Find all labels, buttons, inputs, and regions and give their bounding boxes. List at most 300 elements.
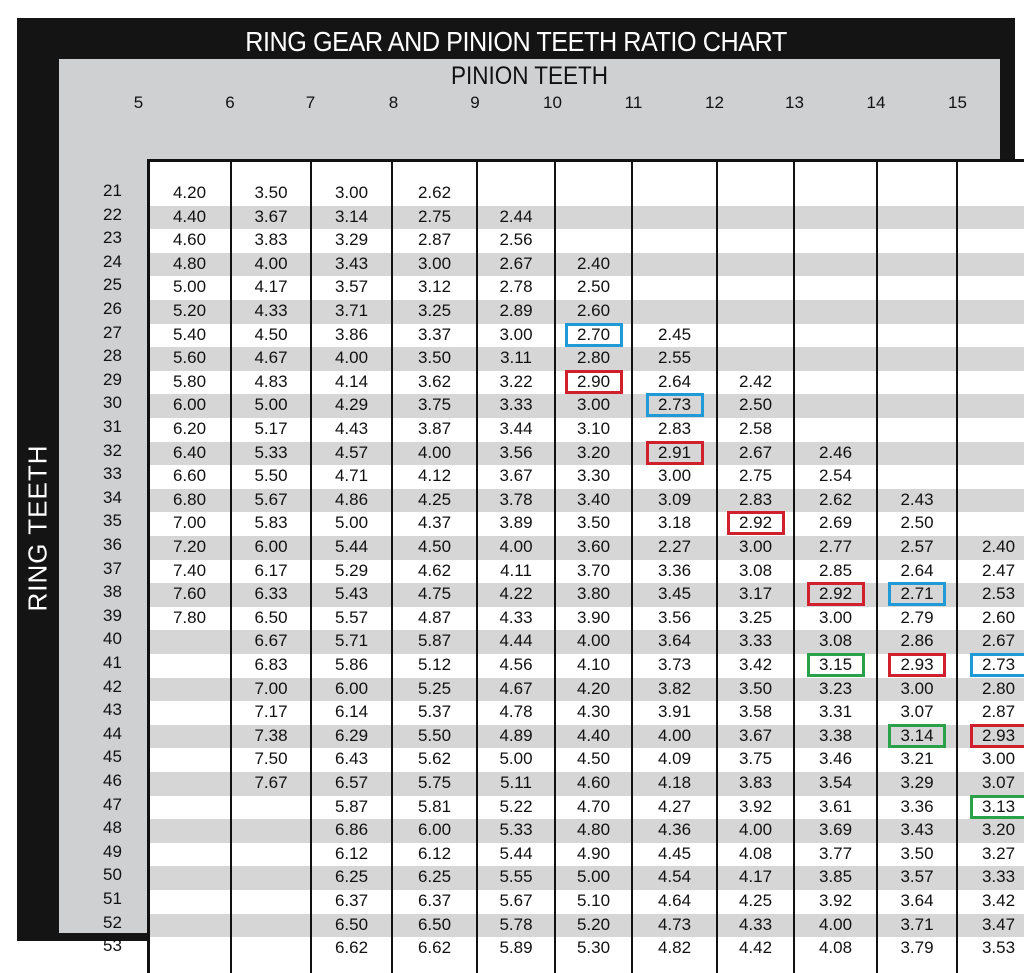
row-header: 31 [103, 415, 122, 439]
row-header: 37 [103, 557, 122, 581]
ratio-cell: 6.00 [392, 819, 477, 841]
ratio-cell: 2.67 [717, 442, 794, 464]
ratio-cell: 5.17 [231, 418, 311, 440]
row-header: 26 [103, 297, 122, 321]
ratio-cell: 4.45 [632, 843, 717, 865]
ratio-cell: 5.87 [392, 630, 477, 652]
row-header: 51 [103, 887, 122, 911]
ratio-cell: 4.90 [555, 843, 632, 865]
highlighted-ratio-cell: 2.91 [646, 441, 704, 465]
ratio-cell: 5.60 [148, 347, 231, 369]
ratio-cell: 3.00 [794, 607, 877, 629]
ratio-cell: 6.50 [311, 914, 392, 936]
ratio-cell: 5.57 [311, 607, 392, 629]
ratio-cell: 5.50 [231, 465, 311, 487]
ratio-cell: 2.62 [392, 182, 477, 204]
ratio-cell: 3.25 [717, 607, 794, 629]
column-header: 6 [190, 92, 270, 114]
ratio-cell: 6.37 [311, 890, 392, 912]
ratio-cell: 4.80 [148, 253, 231, 275]
ratio-cell: 4.40 [148, 206, 231, 228]
ratio-cell: 4.67 [231, 347, 311, 369]
ratio-cell: 4.00 [311, 347, 392, 369]
ratio-cell: 3.89 [477, 512, 555, 534]
ratio-cell: 4.83 [231, 371, 311, 393]
ratio-cell: 2.67 [477, 253, 555, 275]
ratio-cell: 2.87 [392, 229, 477, 251]
ratio-cell: 3.12 [392, 276, 477, 298]
ratio-cell: 4.20 [148, 182, 231, 204]
row-header: 28 [103, 344, 122, 368]
column-header: 13 [753, 92, 836, 114]
row-header: 45 [103, 745, 122, 769]
row-header: 34 [103, 486, 122, 510]
ratio-cell: 4.78 [477, 701, 555, 723]
ratio-cell: 6.12 [311, 843, 392, 865]
column-header: 8 [351, 92, 436, 114]
ratio-cell: 3.07 [957, 772, 1024, 794]
ratio-cell: 4.33 [231, 300, 311, 322]
ratio-cell: 5.87 [311, 796, 392, 818]
ratio-cell: 2.64 [632, 371, 717, 393]
ratio-cell: 6.33 [231, 583, 311, 605]
highlighted-ratio-cell: 3.14 [888, 724, 946, 748]
ratio-cell: 3.36 [632, 560, 717, 582]
ratio-cell: 7.20 [148, 536, 231, 558]
ratio-cell: 5.71 [311, 630, 392, 652]
ratio-cell: 6.25 [392, 866, 477, 888]
ratio-cell: 3.14 [311, 206, 392, 228]
ratio-cell: 5.40 [148, 324, 231, 346]
row-header: 40 [103, 627, 122, 651]
ratio-cell: 7.60 [148, 583, 231, 605]
ratio-cell: 3.23 [794, 678, 877, 700]
ratio-cell: 3.09 [632, 489, 717, 511]
ratio-cell: 3.62 [392, 371, 477, 393]
ratio-cell: 5.78 [477, 914, 555, 936]
ratio-cell: 3.07 [877, 701, 957, 723]
ratio-cell: 3.90 [555, 607, 632, 629]
ratio-cell: 7.67 [231, 772, 311, 794]
ratio-cell: 5.29 [311, 560, 392, 582]
ratio-cell: 3.33 [717, 630, 794, 652]
ratio-cell: 4.25 [392, 489, 477, 511]
ratio-cell: 4.33 [717, 914, 794, 936]
ratio-cell: 3.27 [957, 843, 1024, 865]
ratio-cell: 5.12 [392, 654, 477, 676]
ratio-cell: 3.57 [311, 276, 392, 298]
ratio-cell: 4.10 [555, 654, 632, 676]
ratio-cell: 3.60 [555, 536, 632, 558]
ratio-cell: 4.22 [477, 583, 555, 605]
ratio-cell: 4.18 [632, 772, 717, 794]
ratio-cell: 4.40 [555, 725, 632, 747]
ratio-cell: 2.40 [957, 536, 1024, 558]
ratio-cell: 3.42 [957, 890, 1024, 912]
ratio-cell: 7.17 [231, 701, 311, 723]
ratio-cell: 3.70 [555, 560, 632, 582]
ratio-cell: 3.17 [717, 583, 794, 605]
ratio-cell: 3.56 [477, 442, 555, 464]
ratio-cell: 4.75 [392, 583, 477, 605]
ratio-cell: 2.42 [717, 371, 794, 393]
ratio-cell: 6.86 [311, 819, 392, 841]
row-header: 39 [103, 604, 122, 628]
ratio-cell: 5.20 [148, 300, 231, 322]
ratio-cell: 3.69 [794, 819, 877, 841]
ratio-cell: 4.43 [311, 418, 392, 440]
ratio-cell: 3.53 [957, 937, 1024, 959]
ratio-cell: 4.14 [311, 371, 392, 393]
ratio-cell: 2.46 [794, 442, 877, 464]
ratio-cell: 5.10 [555, 890, 632, 912]
ratio-cell: 3.00 [717, 536, 794, 558]
ratio-cell: 3.10 [555, 418, 632, 440]
ratio-cell: 7.00 [148, 512, 231, 534]
row-header: 24 [103, 250, 122, 274]
ratio-cell: 3.71 [877, 914, 957, 936]
row-header: 48 [103, 816, 122, 840]
ratio-cell: 2.80 [555, 347, 632, 369]
ratio-cell: 2.56 [477, 229, 555, 251]
chart-panel [59, 59, 1000, 933]
ratio-cell: 4.25 [717, 890, 794, 912]
ratio-cell: 2.50 [717, 394, 794, 416]
ratio-cell: 4.00 [717, 819, 794, 841]
ratio-cell: 3.36 [877, 796, 957, 818]
ratio-cell: 4.89 [477, 725, 555, 747]
ratio-cell: 5.44 [477, 843, 555, 865]
highlighted-ratio-cell: 3.13 [970, 795, 1024, 819]
ratio-cell: 4.50 [231, 324, 311, 346]
ratio-cell: 4.62 [392, 560, 477, 582]
ratio-cell: 5.67 [231, 489, 311, 511]
ratio-cell: 2.44 [477, 206, 555, 228]
ratio-cell: 4.71 [311, 465, 392, 487]
ratio-cell: 6.17 [231, 560, 311, 582]
ratio-cell: 5.30 [555, 937, 632, 959]
ratio-cell: 2.53 [957, 583, 1024, 605]
ratio-cell: 4.87 [392, 607, 477, 629]
ratio-cell: 6.00 [311, 678, 392, 700]
ratio-cell: 2.80 [957, 678, 1024, 700]
ratio-cell: 4.30 [555, 701, 632, 723]
ratio-cell: 5.75 [392, 772, 477, 794]
column-header: 12 [676, 92, 753, 114]
highlighted-ratio-cell: 2.73 [646, 393, 704, 417]
ratio-cell: 3.54 [794, 772, 877, 794]
ratio-cell: 3.86 [311, 324, 392, 346]
ratio-cell: 4.36 [632, 819, 717, 841]
ratio-cell: 4.44 [477, 630, 555, 652]
ratio-cell: 3.43 [877, 819, 957, 841]
ratio-cell: 3.45 [632, 583, 717, 605]
ratio-cell: 3.75 [392, 394, 477, 416]
row-header: 38 [103, 580, 122, 604]
ratio-cell: 2.69 [794, 512, 877, 534]
ratio-cell: 5.83 [231, 512, 311, 534]
ratio-cell: 3.00 [877, 678, 957, 700]
ratio-cell: 3.00 [632, 465, 717, 487]
ratio-cell: 6.83 [231, 654, 311, 676]
ratio-cell: 3.20 [555, 442, 632, 464]
ratio-cell: 4.56 [477, 654, 555, 676]
ratio-cell: 4.37 [392, 512, 477, 534]
ratio-cell: 3.58 [717, 701, 794, 723]
ratio-cell: 3.00 [555, 394, 632, 416]
ratio-cell: 3.80 [555, 583, 632, 605]
ratio-cell: 5.86 [311, 654, 392, 676]
ratio-cell: 7.00 [231, 678, 311, 700]
ratio-cell: 3.78 [477, 489, 555, 511]
ratio-cell: 3.79 [877, 937, 957, 959]
ratio-cell: 2.62 [794, 489, 877, 511]
ratio-cell: 3.33 [477, 394, 555, 416]
column-header: 5 [97, 92, 180, 114]
chart-title: RING GEAR AND PINION TEETH RATIO CHART [67, 26, 965, 58]
ratio-cell: 6.62 [392, 937, 477, 959]
ratio-cell: 5.67 [477, 890, 555, 912]
ratio-cell: 3.67 [231, 206, 311, 228]
ratio-cell: 6.62 [311, 937, 392, 959]
ratio-cell: 3.64 [877, 890, 957, 912]
ratio-cell: 3.57 [877, 866, 957, 888]
ratio-cell: 2.78 [477, 276, 555, 298]
ratio-cell: 6.29 [311, 725, 392, 747]
row-header: 32 [103, 439, 122, 463]
row-header: 36 [103, 533, 122, 557]
row-header: 50 [103, 863, 122, 887]
row-header: 52 [103, 911, 122, 935]
ratio-cell: 3.46 [794, 748, 877, 770]
ratio-cell: 4.60 [555, 772, 632, 794]
ratio-cell: 4.67 [477, 678, 555, 700]
ratio-cell: 2.60 [555, 300, 632, 322]
ratio-cell: 3.47 [957, 914, 1024, 936]
ratio-cell: 2.47 [957, 560, 1024, 582]
highlighted-ratio-cell: 2.92 [727, 511, 785, 535]
ratio-cell: 6.50 [392, 914, 477, 936]
column-header: 15 [916, 92, 999, 114]
ratio-cell: 3.50 [877, 843, 957, 865]
ratio-cell: 7.50 [231, 748, 311, 770]
highlighted-ratio-cell: 3.15 [807, 653, 865, 677]
ratio-cell: 2.86 [877, 630, 957, 652]
ratio-cell: 3.50 [231, 182, 311, 204]
ratio-cell: 3.38 [794, 725, 877, 747]
ratio-cell: 5.81 [392, 796, 477, 818]
ratio-cell: 3.00 [477, 324, 555, 346]
ratio-cell: 4.00 [555, 630, 632, 652]
highlighted-ratio-cell: 2.93 [970, 724, 1024, 748]
ratio-cell: 4.00 [794, 914, 877, 936]
ratio-cell: 2.45 [632, 324, 717, 346]
ratio-cell: 5.33 [477, 819, 555, 841]
ratio-cell: 4.50 [555, 748, 632, 770]
ratio-cell: 5.25 [392, 678, 477, 700]
row-header: 22 [103, 203, 122, 227]
ratio-cell: 4.17 [717, 866, 794, 888]
highlighted-ratio-cell: 2.73 [970, 653, 1024, 677]
ratio-cell: 3.91 [632, 701, 717, 723]
ratio-cell: 3.87 [392, 418, 477, 440]
y-axis-label: RING TEETH [17, 408, 59, 648]
ratio-cell: 3.67 [717, 725, 794, 747]
ratio-cell: 4.33 [477, 607, 555, 629]
ratio-cell: 4.00 [632, 725, 717, 747]
ratio-cell: 2.83 [717, 489, 794, 511]
ratio-cell: 2.50 [877, 512, 957, 534]
ratio-cell: 4.12 [392, 465, 477, 487]
chart-frame [17, 18, 1015, 941]
row-header: 44 [103, 722, 122, 746]
column-header: 11 [591, 92, 676, 114]
ratio-cell: 3.29 [877, 772, 957, 794]
ratio-cell: 2.60 [957, 607, 1024, 629]
ratio-cell: 6.50 [231, 607, 311, 629]
ratio-cell: 3.08 [717, 560, 794, 582]
ratio-cell: 6.60 [148, 465, 231, 487]
highlighted-ratio-cell: 2.71 [888, 582, 946, 606]
ratio-cell: 2.40 [555, 253, 632, 275]
ratio-cell: 2.85 [794, 560, 877, 582]
ratio-cell: 5.55 [477, 866, 555, 888]
ratio-cell: 4.11 [477, 560, 555, 582]
highlighted-ratio-cell: 2.90 [565, 370, 623, 394]
ratio-cell: 3.50 [555, 512, 632, 534]
ratio-cell: 4.70 [555, 796, 632, 818]
ratio-cell: 5.44 [311, 536, 392, 558]
ratio-cell: 2.75 [717, 465, 794, 487]
ratio-cell: 3.43 [311, 253, 392, 275]
ratio-cell: 3.64 [632, 630, 717, 652]
ratio-cell: 3.61 [794, 796, 877, 818]
ratio-cell: 6.43 [311, 748, 392, 770]
ratio-cell: 2.54 [794, 465, 877, 487]
ratio-cell: 3.75 [717, 748, 794, 770]
ratio-cell: 3.77 [794, 843, 877, 865]
ratio-cell: 2.64 [877, 560, 957, 582]
ratio-cell: 3.92 [717, 796, 794, 818]
ratio-cell: 3.56 [632, 607, 717, 629]
column-header: 14 [836, 92, 916, 114]
ratio-cell: 2.77 [794, 536, 877, 558]
highlighted-ratio-cell: 2.93 [888, 653, 946, 677]
ratio-cell: 2.27 [632, 536, 717, 558]
ratio-cell: 3.00 [392, 253, 477, 275]
row-header: 33 [103, 462, 122, 486]
ratio-cell: 5.00 [148, 276, 231, 298]
ratio-cell: 5.62 [392, 748, 477, 770]
ratio-cell: 4.29 [311, 394, 392, 416]
ratio-cell: 6.12 [392, 843, 477, 865]
row-header: 21 [103, 179, 122, 203]
ratio-cell: 4.73 [632, 914, 717, 936]
row-header: 23 [103, 226, 122, 250]
ratio-cell: 5.00 [231, 394, 311, 416]
ratio-table [147, 159, 1024, 973]
ratio-cell: 3.25 [392, 300, 477, 322]
ratio-cell: 4.09 [632, 748, 717, 770]
ratio-cell: 3.73 [632, 654, 717, 676]
ratio-cell: 7.80 [148, 607, 231, 629]
row-header: 43 [103, 698, 122, 722]
ratio-cell: 4.80 [555, 819, 632, 841]
ratio-cell: 3.08 [794, 630, 877, 652]
ratio-cell: 6.57 [311, 772, 392, 794]
row-header: 30 [103, 391, 122, 415]
ratio-cell: 4.57 [311, 442, 392, 464]
row-header: 46 [103, 769, 122, 793]
ratio-cell: 2.79 [877, 607, 957, 629]
ratio-cell: 6.37 [392, 890, 477, 912]
ratio-cell: 4.42 [717, 937, 794, 959]
ratio-cell: 3.33 [957, 866, 1024, 888]
ratio-cell: 3.82 [632, 678, 717, 700]
ratio-cell: 4.60 [148, 229, 231, 251]
column-header: 7 [270, 92, 351, 114]
ratio-cell: 5.00 [555, 866, 632, 888]
highlighted-ratio-cell: 2.92 [807, 582, 865, 606]
ratio-cell: 4.08 [794, 937, 877, 959]
ratio-cell: 4.86 [311, 489, 392, 511]
row-header: 27 [103, 321, 122, 345]
ratio-cell: 3.44 [477, 418, 555, 440]
x-axis-label: PINION TEETH [106, 62, 953, 90]
ratio-cell: 2.58 [717, 418, 794, 440]
row-header: 41 [103, 651, 122, 675]
ratio-cell: 4.54 [632, 866, 717, 888]
ratio-cell: 6.20 [148, 418, 231, 440]
row-header: 47 [103, 793, 122, 817]
ratio-cell: 2.57 [877, 536, 957, 558]
ratio-cell: 6.40 [148, 442, 231, 464]
ratio-cell: 5.80 [148, 371, 231, 393]
ratio-cell: 3.92 [794, 890, 877, 912]
ratio-cell: 2.87 [957, 701, 1024, 723]
ratio-cell: 3.83 [231, 229, 311, 251]
ratio-cell: 7.40 [148, 560, 231, 582]
ratio-cell: 3.29 [311, 229, 392, 251]
ratio-cell: 6.00 [231, 536, 311, 558]
ratio-cell: 5.00 [311, 512, 392, 534]
highlighted-ratio-cell: 2.70 [565, 323, 623, 347]
ratio-cell: 6.67 [231, 630, 311, 652]
ratio-cell: 3.00 [311, 182, 392, 204]
ratio-cell: 2.43 [877, 489, 957, 511]
column-headers [59, 92, 1000, 114]
ratio-cell: 3.00 [957, 748, 1024, 770]
ratio-cell: 3.67 [477, 465, 555, 487]
ratio-cell: 7.38 [231, 725, 311, 747]
ratio-cell: 6.14 [311, 701, 392, 723]
ratio-cell: 5.20 [555, 914, 632, 936]
ratio-cell: 6.00 [148, 394, 231, 416]
ratio-cell: 3.40 [555, 489, 632, 511]
ratio-cell: 2.83 [632, 418, 717, 440]
ratio-cell: 4.27 [632, 796, 717, 818]
ratio-cell: 5.33 [231, 442, 311, 464]
ratio-cell: 2.89 [477, 300, 555, 322]
ratio-cell: 3.50 [717, 678, 794, 700]
ratio-cell: 5.22 [477, 796, 555, 818]
row-header: 29 [103, 368, 122, 392]
ratio-cell: 2.55 [632, 347, 717, 369]
ratio-cell: 4.00 [477, 536, 555, 558]
ratio-cell: 3.83 [717, 772, 794, 794]
ratio-cell: 2.67 [957, 630, 1024, 652]
ratio-cell: 4.00 [231, 253, 311, 275]
